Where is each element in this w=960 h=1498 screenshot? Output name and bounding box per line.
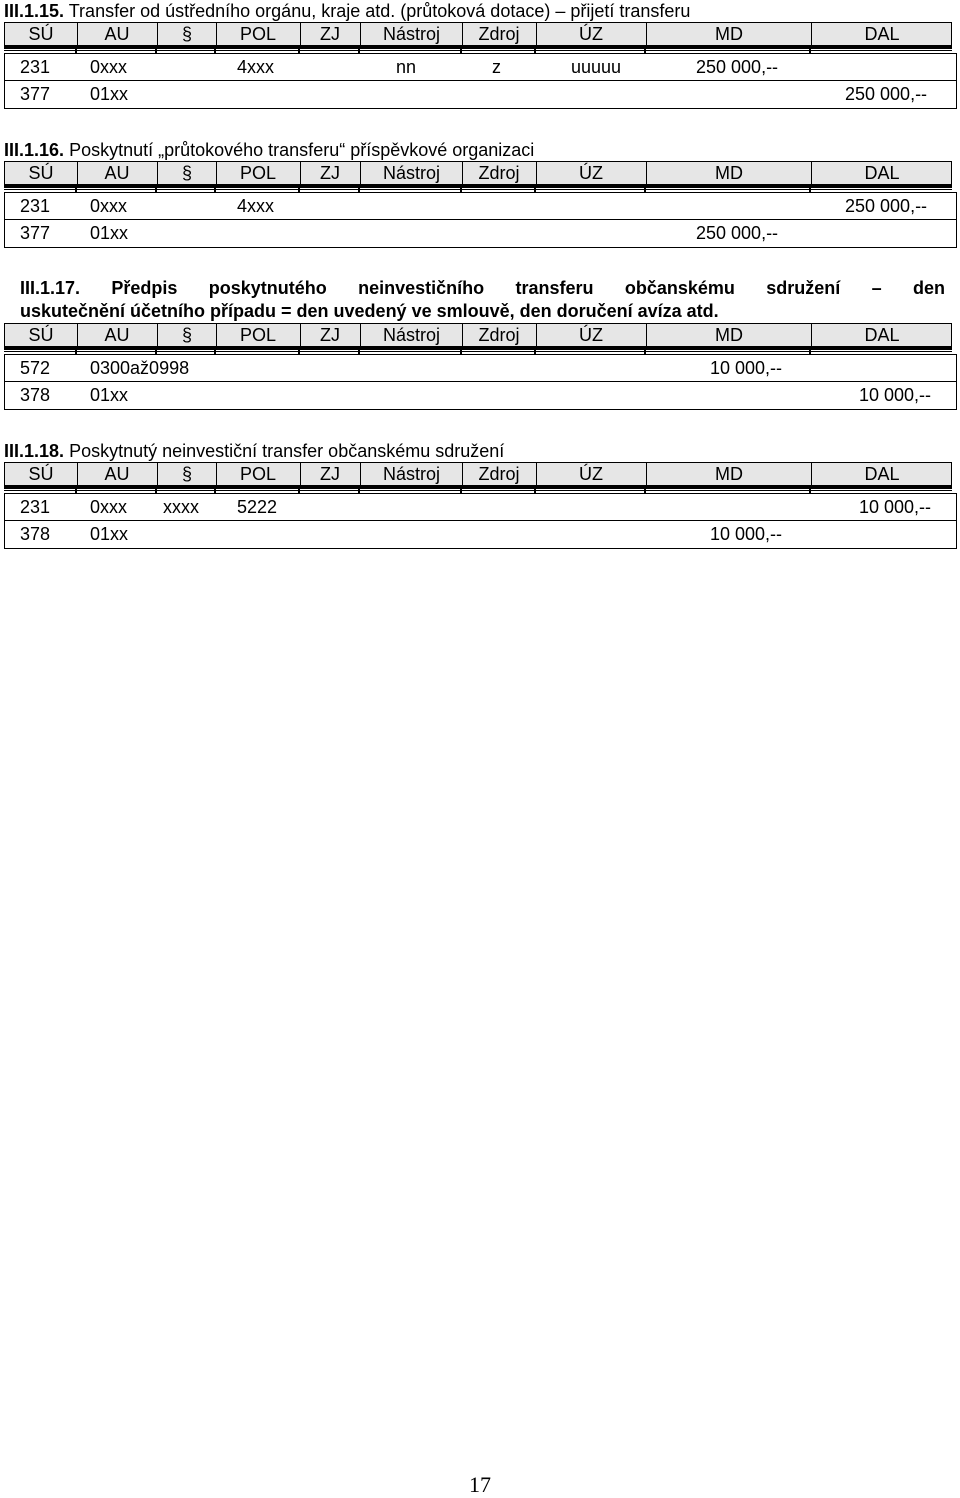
cell-su: 572 [20, 358, 51, 378]
section-number: III.1.18. [4, 441, 65, 461]
section-heading [4, 139, 957, 161]
cell-su: 378 [20, 524, 51, 544]
col-zdroj: Zdroj [478, 464, 520, 484]
col-au: AU [104, 24, 130, 44]
col-md: MD [715, 163, 743, 183]
cell-dal: 250 000,-- [845, 84, 928, 104]
section-iii-1-15 [4, 0, 957, 109]
col-dal: DAL [864, 24, 900, 44]
section-number: III.1.16. [4, 140, 65, 160]
col-paragraph: § [181, 163, 192, 183]
cell-md: 10 000,-- [710, 358, 783, 378]
col-uz: ÚZ [579, 325, 603, 345]
header-separator [4, 46, 952, 51]
col-md: MD [715, 464, 743, 484]
col-md: MD [715, 325, 743, 345]
section-title-line-1: Předpis poskytnutého neinvestičního transferu občanskému sdružení – den [111, 278, 945, 298]
cell-pol: 4xxx [237, 196, 275, 216]
cell-su: 378 [20, 385, 51, 405]
col-zj: ZJ [320, 24, 340, 44]
col-dal: DAL [864, 325, 900, 345]
cell-dal: 10 000,-- [859, 385, 932, 405]
cell-au: 01xx [90, 385, 129, 405]
table-row [4, 220, 957, 248]
header-separator [4, 185, 952, 190]
section-number: III.1.15. [4, 1, 65, 21]
section-title: Poskytnutý neinvestiční transfer občanskému sdružení [69, 441, 505, 461]
col-nastroj: Nástroj [382, 325, 440, 345]
col-uz: ÚZ [579, 24, 603, 44]
header-separator [4, 486, 952, 491]
col-dal: DAL [864, 464, 900, 484]
cell-md: 250 000,-- [696, 223, 779, 243]
cell-au: 01xx [90, 84, 129, 104]
col-au: AU [104, 325, 130, 345]
cell-su: 377 [20, 84, 51, 104]
col-zdroj: Zdroj [478, 325, 520, 345]
cell-md: 250 000,-- [696, 57, 779, 77]
section-iii-1-17 [4, 277, 957, 410]
cell-su: 231 [20, 57, 51, 77]
table-header [4, 323, 952, 347]
section-title: Transfer od ústředního orgánu, kraje atd. (průtoková dotace) – přijetí transferu [68, 1, 691, 21]
section-iii-1-18 [4, 440, 957, 549]
section-number: III.1.17. [20, 278, 81, 298]
cell-dal: 250 000,-- [845, 196, 928, 216]
col-zdroj: Zdroj [478, 163, 520, 183]
section-title-line-2: uskutečnění účetního případu = den uvedený ve smlouvě, den doručení avíza atd. [20, 301, 719, 321]
col-su: SÚ [28, 464, 54, 484]
cell-md: 10 000,-- [710, 524, 783, 544]
cell-pol: 4xxx [237, 57, 275, 77]
page-number: 17 [469, 1472, 491, 1497]
col-zj: ZJ [320, 163, 340, 183]
col-nastroj: Nástroj [382, 163, 440, 183]
col-pol: POL [239, 464, 277, 484]
col-paragraph: § [181, 325, 192, 345]
col-zdroj: Zdroj [478, 24, 520, 44]
col-zj: ZJ [320, 464, 340, 484]
table-row [4, 521, 957, 549]
col-su: SÚ [28, 24, 54, 44]
cell-pol: 5222 [237, 497, 278, 517]
table-row [4, 192, 957, 220]
section-heading [4, 277, 957, 323]
cell-su: 377 [20, 223, 51, 243]
cell-paragraph: xxxx [163, 497, 199, 517]
col-dal: DAL [864, 163, 900, 183]
cell-au: 0xxx [90, 57, 128, 77]
col-pol: POL [239, 163, 277, 183]
header-separator [4, 347, 952, 352]
cell-su: 231 [20, 497, 51, 517]
col-nastroj: Nástroj [382, 464, 440, 484]
table-header [4, 462, 952, 486]
table-row [4, 493, 957, 521]
cell-au: 0xxx [90, 497, 128, 517]
table-header [4, 161, 952, 185]
cell-au: 01xx [90, 524, 129, 544]
table-row [4, 81, 957, 109]
cell-uz: uuuuu [571, 57, 622, 77]
section-heading [4, 0, 957, 22]
cell-nastroj: nn [396, 57, 417, 77]
col-zj: ZJ [320, 325, 340, 345]
col-au: AU [104, 464, 130, 484]
col-uz: ÚZ [579, 464, 603, 484]
section-heading [4, 440, 957, 462]
table-header [4, 22, 952, 46]
col-pol: POL [239, 24, 277, 44]
cell-zdroj: z [492, 57, 501, 77]
table-row [4, 382, 957, 410]
cell-au: 01xx [90, 223, 129, 243]
table-row [4, 53, 957, 81]
cell-dal: 10 000,-- [859, 497, 932, 517]
cell-au: 0300až0998 [90, 358, 190, 378]
col-paragraph: § [181, 464, 192, 484]
col-su: SÚ [28, 163, 54, 183]
col-au: AU [104, 163, 130, 183]
cell-su: 231 [20, 196, 51, 216]
table-row [4, 354, 957, 382]
col-nastroj: Nástroj [382, 24, 440, 44]
section-title: Poskytnutí „průtokového transferu“ příspěvkové organizaci [69, 140, 535, 160]
section-iii-1-16 [4, 139, 957, 248]
col-md: MD [715, 24, 743, 44]
cell-au: 0xxx [90, 196, 128, 216]
col-su: SÚ [28, 325, 54, 345]
col-uz: ÚZ [579, 163, 603, 183]
col-paragraph: § [181, 24, 192, 44]
col-pol: POL [239, 325, 277, 345]
